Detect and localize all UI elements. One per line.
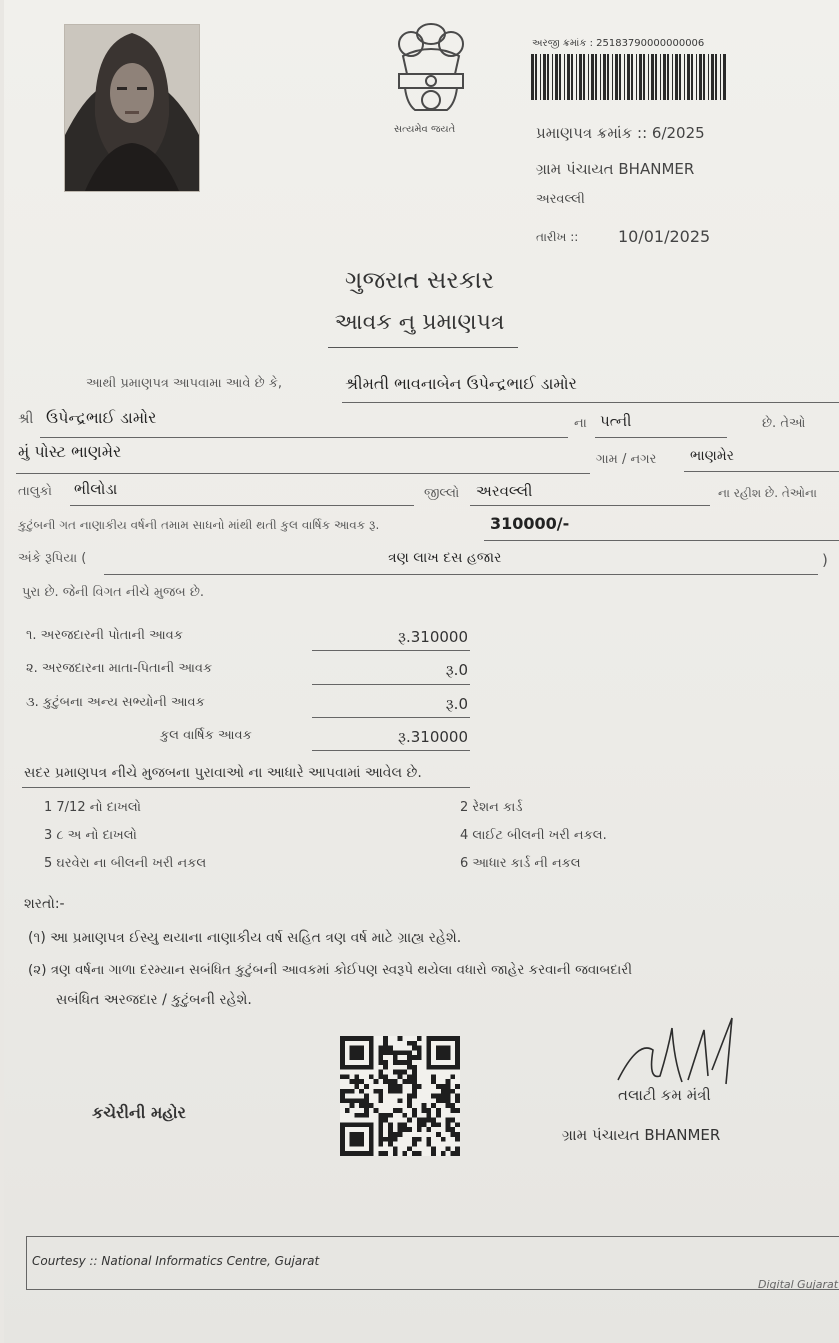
applicant-name: શ્રીમતી ભાવનાબેન ઉપેન્દ્રભાઈ ડામોર (345, 374, 577, 393)
courtesy-text: Courtesy :: National Informatics Centre, Gujarat (32, 1254, 320, 1268)
certificate-number: પ્રમાણપત્ર ક્રમાંક :: 6/2025 (536, 124, 705, 142)
evidence-item: 6 આધાર કાર્ડ ની નકલ (460, 856, 581, 871)
district-name: અરવલ્લી (536, 192, 585, 207)
income-amount: 310000/- (490, 514, 570, 533)
income-row-label: ૨. અરજદારના માતા-પિતાની આવક (26, 661, 213, 676)
village-value: ભાણમેર (690, 448, 734, 464)
taluka-label: તાલુકો (18, 484, 53, 499)
address-value: મું પોસ્ટ ભાણમેર (18, 442, 122, 461)
underline (342, 402, 839, 403)
evidence-item: 2 રેશન કાર્ડ (460, 800, 523, 815)
government-title: ગુજરાત સરકાર (344, 266, 495, 294)
evidence-item: 1 7/12 નો દાખલો (44, 800, 142, 815)
income-row-label: ૩. કુટુંબના અન્ય સભ્યોની આવક (26, 695, 205, 710)
village-label: ગામ / નગર (596, 452, 657, 467)
conditions-heading: શરતો:- (24, 896, 65, 912)
national-emblem-icon (385, 12, 477, 124)
district-label: જીલ્લો (424, 486, 460, 501)
underline (312, 717, 470, 718)
evidence-heading: સદર પ્રમાણપત્ર નીચે મુજબના પુરાવાઓ ના આધારે આપવામાં આવેલ છે. (24, 765, 422, 781)
underline (312, 750, 470, 751)
office-seal-label: કચેરીની મહોર (92, 1103, 186, 1122)
underline (70, 505, 414, 506)
taluka-value: ભીલોડા (74, 480, 118, 498)
income-sentence: કુટુંબની ગત નાણાકીય વર્ષની તમામ સાધનો માંથી થતી કુલ વાર્ષિક આવક રૂ. (18, 518, 380, 532)
underline (484, 540, 839, 541)
evidence-item: 5 ઘરવેરા ના બીલની ખરી નકલ (44, 856, 207, 871)
condition-line: (૧) આ પ્રમાણપત્ર ઈસ્યુ થયાના નાણાકીય વર્ષ સહિત ત્રણ વર્ષ માટે ગ્રાહ્ય રહેશે. (28, 930, 462, 946)
condition-line: (૨) ત્રણ વર્ષના ગાળા દરમ્યાન સબંધિત કુટુંબની આવકમાં કોઈપણ સ્વરૂપે થયેલા વધારો જાહેર કરવાની જવાબદારી (28, 962, 633, 978)
husband-name: ઉપેન્દ્રભાઈ ડામોર (46, 408, 157, 427)
evidence-item: 3 ૮ અ નો દાખલો (44, 828, 137, 843)
condition-line: સબંધિત અરજદાર / કુટુંબની રહેશે. (56, 992, 252, 1008)
title-underline (328, 347, 518, 348)
husband-prefix: શ્રી (18, 411, 34, 427)
income-row-label: ૧. અરજદારની પોતાની આવક (26, 628, 183, 643)
relation-value: પત્ની (600, 412, 632, 430)
date-label: તારીખ :: (536, 230, 579, 244)
application-number: અરજી ક્રમાંક : 25183790000000006 (532, 38, 705, 49)
emblem-motto: સત્યમેવ જયતે (394, 124, 456, 135)
resident-suffix: ના રહીશ છે. તેઓના (718, 486, 817, 500)
details-line: પુરા છે. જેની વિગત નીચે મુજબ છે. (22, 585, 205, 600)
applicant-photo (64, 24, 200, 192)
relation-suffix: છે. તેઓ (762, 416, 806, 431)
underline (104, 574, 818, 575)
relation-label: ના (574, 416, 587, 431)
income-row-amount: રૂ.0 (445, 695, 468, 713)
total-income-amount: રૂ.310000 (397, 728, 468, 746)
underline (684, 471, 839, 472)
evidence-item: 4 લાઈટ બીલની ખરી નકલ. (460, 828, 607, 843)
issue-date: 10/01/2025 (618, 227, 711, 246)
signatory-designation: તલાટી કમ મંત્રી (618, 1086, 711, 1104)
total-income-label: કુલ વાર્ષિક આવક (160, 728, 252, 743)
intro-text: આથી પ્રમાણપત્ર આપવામા આવે છે કે, (86, 376, 283, 391)
district-value: અરવલ્લી (476, 482, 533, 500)
underline (312, 684, 470, 685)
words-close: ) (822, 551, 828, 569)
income-row-amount: રૂ.310000 (397, 628, 468, 646)
barcode-icon (531, 54, 727, 100)
panchayat-name: ગ્રામ પંચાયત BHANMER (536, 160, 695, 178)
underline (595, 437, 727, 438)
underline (312, 650, 470, 651)
digital-gujarat-text: Digital Gujarat (758, 1278, 839, 1291)
signatory-panchayat: ગ્રામ પંચાયત BHANMER (562, 1126, 721, 1144)
income-in-words: ત્રણ લાખ દસ હજાર (388, 550, 502, 566)
income-row-amount: રૂ.0 (445, 661, 468, 679)
words-label: અંકે રૂપિયા ( (18, 551, 87, 566)
underline (16, 473, 590, 474)
underline (470, 505, 710, 506)
qr-code-icon (340, 1036, 460, 1156)
underline (22, 787, 470, 788)
underline (40, 437, 568, 438)
certificate-title: આવક નુ પ્રમાણપત્ર (334, 310, 505, 335)
